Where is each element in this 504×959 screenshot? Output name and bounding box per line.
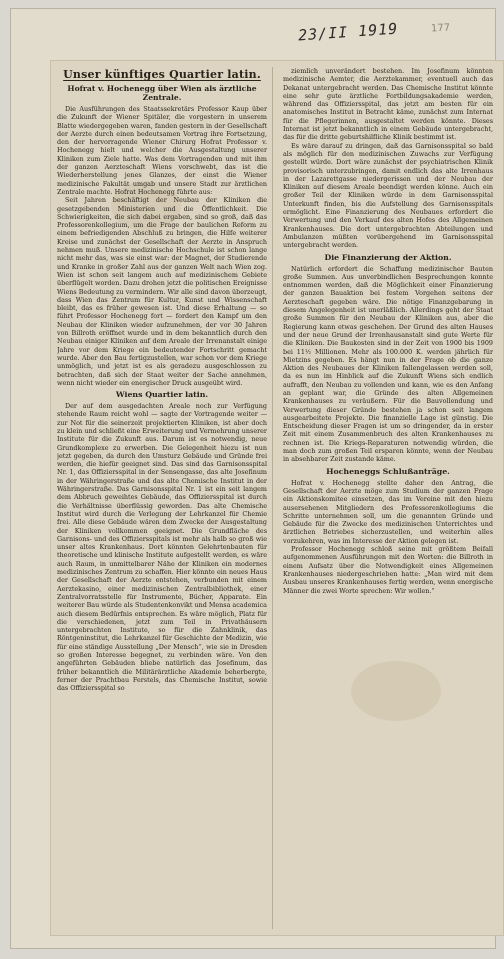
article-paragraph: Der auf dem ausgedachten Areale noch zur Verfügung stehende Raum reicht wohl — sagte der Vortragende weiter — zur Not für die seinerzeit projektierten Kliniken, ist aber doch zu klein und schließt eine Erweiterung und Vermehrung unserer Institute für die Zukunft aus. Darum ist es notwendig, neue Grundkomplexe zu erwerben. Die Gelegenheit hiezu ist nun jetzt gegeben, da durch den Umsturz Gebäude und Gründe frei werden, die hiefür geeignet sind. Das sind das Garnisonsspital Nr. 1, das Offiziersspital in der Sensengasse, das alte Josefinum in der Währingerstraße und das alte Chemische Institut in der Währingerstraße. Das Garnisonsspital Nr. 1 ist ein seit langem dem Abbruch geweihtes Gebäude, das Offiziersspital ist durch die Verhältnisse überflüssig geworden. Das alte Chemische Institut wird durch die Verlegung der Lehrkanzel für Chemie frei. Alle diese Gebäude wären dem Zwecke der Ausgestaltung der Kliniken vollkommen geeignet. Die Grundfläche des Garnisons- und des Offiziersspitals ist mehr als halb so groß wie unser altes Krankenhaus. Dort könnten Gelehrtenbauten für theoretische und klinische Institute aufgestellt werden, es wäre auch Raum, in unmittelbarer Nähe der Kliniken ein modernes medizinisches Zentrum zu schaffen. Hier könnte ein neues Haus der Gesellschaft der Aerzte entstehen, verbunden mit einem Aerztekasino, einer medizinischen Zentralbibliothek, einer Zentralvorratsstelle für Instrumente, Bücher, Apparate. Ein weiterer Bau würde als Studentenkonvikt und Mensa academica auch diesem Bedürfnis entsprechen. Es wäre möglich, Platz für die verschiedenen, jetzt zum Teil in Privathäusern untergebrachten Institute, so für die Zahnklinik, das Röntgeninstitut, die Lehrkanzel für Geschichte der Medizin, wie für eine ständige Ausstellung „Der Mensch“, wie sie in Dresden so großen Interesse begegnet, zu verbinden wäre. Von den angeführten Gebäuden bliebe natürlich das Josefinum, das früher bekanntlich die Militärärztliche Akademie beherbergte, ferner der Prachtbau Ferstels, das Chemische Institut, sowie das Offiziersspital so (57, 402, 267, 693)
article-paragraph: Seit Jahren beschäftigt der Neubau der Kliniken die gesetzgebenden Ministerien und die Öffentlichkeit. Die Schwierigkeiten, die sich dabei ergaben, sind so groß, daß das Professorenkollegium, um die Frage der baulichen Reform zu einem befriedigenden Abschluß zu bringen, die Hilfe weiterer Kreise und zunächst der Gesellschaft der Aerzte in Anspruch nehmen muß. Unsere medizinische Hochschule ist schon lange nicht mehr das, was sie einst war: der Magnet, der Studierende und Kranke in großer Zahl aus der ganzen Welt nach Wien zog. Wien ist schon seit langem auch auf medizinischem Gebiete überflügelt worden. Dazu drohen jetzt die politischen Ereignisse Wiens Bedeutung zu vermindern. Wir alle sind davon überzeugt, dass Wien das Zentrum für Kultur, Kunst und Wissenschaft bleibt, das es früher gewesen ist. Und diese Erhaltung — so führt Professor Hochenegg fort — fordert den Kampf um den Neubau der Kliniken wieder aufzunehmen, der vor 30 Jahren von Billroth eröffnet wurde und in dem bekanntlich durch den Neubau einiger Kliniken auf dem Areale der Irrenanstalt einige Jahre vor dem Kriege ein bedeutender Fortschritt gemacht wurde. Aber den Bau fertigzustellen, war schon vor dem Kriege unmöglich, und jetzt ist es als geradezu ausgeschlossen zu betrachten, daß sich der Staat weiter der Sache annehmen, wenn nicht wieder ein energischer Druck ausgeübt wird. (57, 196, 267, 387)
article-subhead: Hofrat v. Hochenegg über Wien als ärztliche Zentrale. (67, 84, 257, 102)
newspaper-clipping (51, 61, 503, 935)
right-column (283, 67, 493, 929)
handwritten-date: 23/II 1919 (297, 19, 399, 45)
article-paragraph: Es wäre darauf zu dringen, daß das Garnisonsspital so bald als möglich für den medizinischen Zuwachs zur Verfügung gestellt würde. Dort wäre zunächst der psychiatrischen Klinik provisorisch unterzubringen, damit endlich das alte Irrenhaus in der Lazarettgasse niedergerissen und der Neubau der Kliniken auf diesem Areale beendigt werden könne. Auch ein großer Teil der Kliniken würde in dem Garnisonsspital Unterkunft finden, bis die Aufstellung des Garnisonsspitals ermöglicht. Eine Finanzierung des Neubaues erfordert die Verwertung und den Verkauf des alten Hofes des Allgemeinen Krankenhauses. Die dort untergebrachten Abteilungen und Ambulanzen müßten vorübergehend im Garnisonsspital untergebracht werden. (283, 141, 493, 250)
section-heading: Die Finanzierung der Aktion. (324, 252, 452, 262)
left-column (57, 67, 267, 929)
column-divider (272, 67, 273, 929)
article-paragraph: Die Ausführungen des Staatssekretärs Professor Kaup über die Zukunft der Wiener Spitäler, die vorgestern in unserem Blatte wiedergegeben waren, fanden gestern in der Gesellschaft der Aerzte durch einen bedeutsamen Vortrag ihre Fortsetzung, den der hervorragende Wiener Chirurg Hofrat Professor v. Hochenegg hielt und welcher die Ausgestaltung unserer Kliniken zum Ziele hatte. Was dem Vortragenden und mit ihm der ganzen Aerzteschaft Wiens vorschwebt, das ist die Wiederherstellung jenes Glanzes, der einst die Wiener medizinische Fakultät umgab und unsere Stadt zur ärztlichen Zentrale machte. Hofrat Hochenegg führte aus: (57, 105, 267, 196)
archive-mount (10, 8, 496, 949)
section-heading: Hocheneggs Schlußanträge. (326, 466, 450, 476)
article-paragraph: Hofrat v. Hochenegg stellte daher den Antrag, die Gesellschaft der Aerzte möge zum Studium der ganzen Frage ein Aktionskomitee einsetzen, das im Vereine mit den hiezu ausersehenen Mitgliedern des Professorenkollegiums die Schritte unternehmen soll, um die genannten Gründe und Gebäude für die Zwecke des medizinischen Unterrichtes und ärztlichen Betriebes sicherzustellen, und weiterhin alles vorzukehren, was im Interesse der Aktion gelegen ist. (283, 478, 493, 545)
article-headline: Unser künftiges Quartier latin. (63, 68, 261, 81)
section-heading: Wiens Quartier latin. (115, 390, 209, 400)
archive-page-number: 177 (430, 22, 451, 35)
article-paragraph: ziemlich unverändert bestehen. Im Josefinum könnten medizinische Aemter, die Aerztekammer, eventuell auch das Dekanat untergebracht werden. Das Chemische Institut könnte eine sehr gute ärztliche Fortbildungsakademie werden, während das Offiziersspital, das jetzt am besten für ein anatomisches Institut in Betracht käme, zunächst zum Internat für die Pflegerinnen, ausgestaltet werden könnte. Dieses Internat ist jetzt bekanntlich in einem Gebäude untergebracht, das für die dritte geburtshilfliche Klinik bestimmt ist. (283, 67, 493, 142)
article-paragraph: Professor Hochenegg schloß seine mit größtem Beifall aufgenommenen Ausführungen mit den Worten: die Billroth in einem Aufsatz über die Notwendigkeit eines Allgemeinen Krankenhauses niedergeschrieben hatte: „Man wird mit dem Ausbau unseres Krankenhauses fertig werden, wenn energische Männer die zwei Worte sprechen: Wir wollen.“ (283, 545, 493, 595)
article-paragraph: Natürlich erfordert die Schaffung medizinischer Bauten große Summen. Aus unverbindlichen Besprechungen konnte entnommen werden, daß die Möglichkeit einer Finanzierung der ganzen Bauaktion bei festem Vorgehen seitens der Aerzteschaft gegeben wäre. Die nötige Finanzgebarung in diesem Angelegenheit ist unerläßlich. Allerdings geht der Staat große Summen für den Neubau der Kliniken aus, aber die Regierung kann etwas geschehen. Der Grund des alten Hauses und der neue Grund der Irrenhausanstalt sind gute Werte für die Kliniken. Die Baukosten sind in der Zeit von 1900 bis 1909 bei 11½ Millionen. Mehr als 100.000 K. werden jährlich für Mietzins gegeben. Es hängt nun in der Frage ob die ganze Aktion des Neubaues der Kliniken fallengelassen werden soll, da es nun im Hinblick auf die Zukunft Wiens sich endlich aufrafft, den Neubau zu vollenden und kann, wie es den Anfang an geplant war, die Gründe des alten Allgemeinen Krankenhauses zu veräußern. Für die Bauvollendung und Verwertung dieser Gründe bestehen ja schon seit langem ausgearbeitete Projekte. Die finanzielle Lage ist günstig. Die Entscheidung dieser Fragen ist um so dringender, da in erster Zeit mit einem Zusammenbruch des alten Krankenhauses zu rechnen ist. Die Kriegs-Reparaturen notwendig würden, die man doch zum großen Teil ersparen könnte, wenn der Neubau in absehbarer Zeit zustande käme. (283, 264, 493, 464)
